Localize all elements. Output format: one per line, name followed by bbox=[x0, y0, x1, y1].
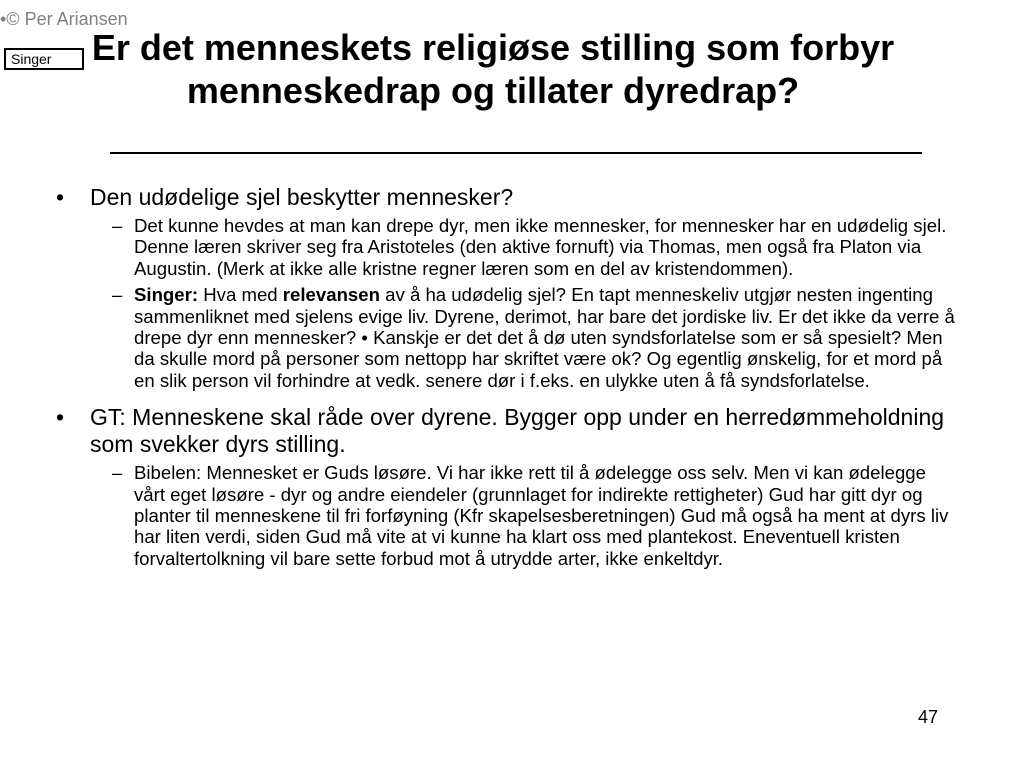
sub-bullet-item bbox=[112, 284, 956, 391]
bullet-item bbox=[56, 404, 956, 458]
sub-bullet-text: Det kunne hevdes at man kan drepe dyr, men ikke mennesker, for mennesker har en udødelig sjel. Denne læren skriver seg fra Aristoteles (den aktive fornuft) via Thomas, men også fra Platon via Augustin. (Merk at ikke alle kristne regner læren som en del av kristendommen). bbox=[134, 215, 947, 279]
sub-bullet-text-part: av å ha udødelig sjel? En tapt menneskeliv utgjør nesten ingenting sammenliknet med sjelens evige liv. Dyrene, derimot, har bare det jordiske liv. Er det ikke da verre å drepe dyr enn mennesker? • Kanskje er det det å dø uten syndsforlatelse som er så spesielt? Men da skulle mord på personer som nettopp har skriftet være ok? Og egentlig ønskelig, for et mord på en slik person vil forhindre at vedk. senere dør i f.eks. en ulykke uten å få syndsforlatelse. bbox=[134, 284, 955, 391]
relevansen-bold: relevansen bbox=[282, 284, 380, 306]
singer-bold-label: Singer: bbox=[134, 284, 199, 306]
sub-bullet-item bbox=[112, 462, 956, 569]
bullet-symbol: • bbox=[56, 184, 65, 210]
singer-tag-box: Singer bbox=[4, 48, 84, 70]
sub-bullet-item bbox=[112, 215, 956, 279]
slide-body bbox=[56, 184, 956, 574]
spacer bbox=[56, 396, 956, 404]
dash-symbol: – bbox=[112, 215, 123, 236]
copyright-label: •© Per Ariansen bbox=[0, 9, 128, 29]
sub-bullet-text: Bibelen: Mennesket er Guds løsøre. Vi har ikke rett til å ødelegge oss selv. Men vi kan ødelegge vårt eget løsøre - dyr og andre eiendeler (grunnlaget for indirekte rettigheter) Gud har gitt dyr og planter til menneskene til fri forføyning (Kfr skapelsesberetningen) Gud må også ha ment at dyrs liv har liten verdi, siden Gud må vite at vi kunne ha klart oss med plantekost. Eneventuell kristen forvaltertolkning vil bare sette forbud mot å utrydde arter, ikke enkeltdyr. bbox=[134, 462, 949, 569]
title-underline bbox=[110, 152, 922, 154]
sub-bullet-text-part: Hva med bbox=[198, 284, 283, 306]
bullet-symbol: • bbox=[56, 404, 65, 431]
dash-symbol: – bbox=[112, 462, 123, 484]
dash-symbol: – bbox=[112, 284, 123, 306]
slide-title: Er det menneskets religiøse stilling som forbyr menneskedrap og tillater dyredrap? bbox=[91, 27, 895, 111]
page-number: 47 bbox=[917, 707, 938, 727]
bullet-item bbox=[56, 184, 956, 211]
bullet-text: GT: Menneskene skal råde over dyrene. Bygger opp under en herredømmeholdning som svekker dyrs stilling. bbox=[90, 404, 945, 458]
bullet-text: Den udødelige sjel beskytter mennesker? bbox=[90, 184, 514, 210]
